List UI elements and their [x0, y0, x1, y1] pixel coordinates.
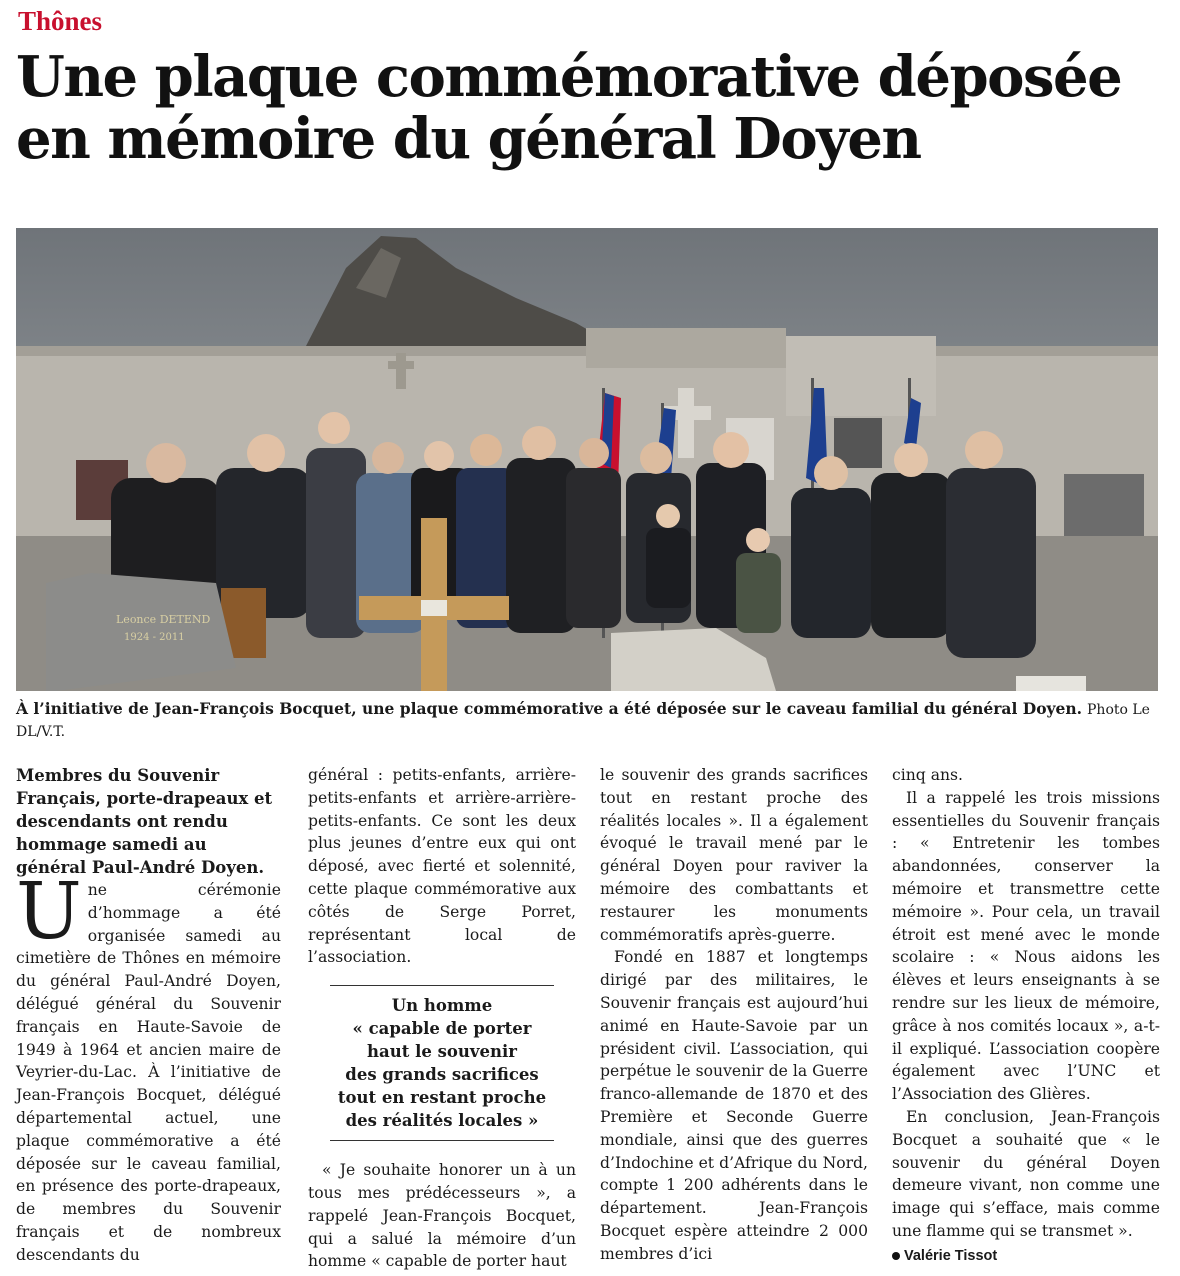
column-2-paragraph-1: général : petits-enfants, arrière-petits-enfants et arrière-arrière-petits-enfants. Ce sont les deux plus jeunes d’entre eux qui ont déposé, avec fierté et solennité, cette plaque commémorative aux côtés de Serge Porret, représentant local de l’association.: [308, 766, 576, 967]
column-2-paragraph-2: « Je souhaite honorer un à un tous mes prédécesseurs », a rappelé Jean-François Bocquet, qui a salué la mémoire d’un homme « capable de porter haut: [308, 1161, 576, 1271]
column-3-paragraph-1: le souvenir des grands sacrifices tout en restant proche des réalités locales ». Il a également évoqué le travail mené par le général Doyen pour raviver la mémoire des combattants et restaurer les monuments commémoratifs après-guerre.: [600, 766, 868, 944]
column-4: [892, 764, 1160, 1268]
column-4-paragraph-1: cinq ans.: [892, 766, 964, 784]
column-4-paragraph-3: En conclusion, Jean-François Bocquet a souhaité que « le souvenir du général Doyen demeure vivant, non comme une image qui s’efface, mais comme une flamme qui se transmet ».: [892, 1107, 1160, 1240]
column-3: [600, 764, 868, 1266]
pull-quote-line-3: haut le souvenir: [367, 1042, 517, 1062]
column-3-paragraph-2: Fondé en 1887 et longtemps dirigé par des militaires, le Souvenir français est aujourd’hui animé en Haute-Savoie par un président civil. L’association, qui perpétue le souvenir de la Guerre franco-allemande de 1870 et des Première et Seconde Guerre mondiale, ainsi que des guerres d’Indochine et d’Afrique du Nord, compte 1 200 adhérents dans le département. Jean-François Bocquet espère atteindre 2 000 membres d’ici: [600, 948, 868, 1263]
column-1-paragraph: [16, 867, 281, 1267]
author-signature: [892, 1245, 1160, 1268]
pull-quote: [330, 985, 554, 1141]
cemetery-ceremony-illustration: [16, 228, 1158, 691]
pull-quote-line-1: Un homme: [391, 996, 493, 1016]
column-4-paragraph-2: Il a rappelé les trois missions essentielles du Souvenir français : « Entretenir les tombes abandonnées, conserver la mémoire et transmettre cette mémoire ». Pour cela, un travail étroit est mené avec le monde scolaire : « Nous aidons les élèves et leurs enseignants à se rendre sur les lieux de mémoire, grâce à nos comités locaux », a-t-il expliqué. L’association coopère également avec l’UNC et l’Association des Glières.: [892, 788, 1160, 1104]
author-name: Valérie Tissot: [904, 1247, 998, 1264]
photo-caption: [16, 698, 1166, 743]
column-1-text: ne cérémonie d’hommage a été organisée samedi au cimetière de Thônes en mémoire du général Paul-André Doyen, délégué général du Souvenir français en Haute-Savoie de 1949 à 1964 et ancien maire de Veyrier-du-Lac. À l’initiative de Jean-François Bocquet, délégué départemental actuel, une plaque commémorative a été déposée sur le caveau familial, en présence des porte-drapeaux, de membres du Souvenir français et de nombreux descendants du: [16, 881, 281, 1264]
pull-quote-line-5: tout en restant proche: [337, 1088, 547, 1108]
caption-text: À l’initiative de Jean-François Bocquet, une plaque commémorative a été déposée sur le caveau familial du général Doyen.: [16, 699, 1083, 718]
pull-quote-line-2: « capable de porter: [352, 1019, 532, 1039]
article-headline: [16, 46, 1166, 170]
bullet-icon: [892, 1252, 900, 1260]
column-2: [308, 764, 576, 1273]
cross-plaque: [421, 600, 447, 616]
column-1: [16, 764, 281, 1267]
article-photo: [16, 228, 1158, 691]
headline-line-2: en mémoire du général Doyen: [16, 106, 921, 172]
section-rubric: Thônes: [18, 6, 103, 36]
grave-name: Leonce DETEND: [116, 613, 211, 626]
grave-years: 1924 - 2011: [124, 632, 185, 643]
pull-quote-line-6: des réalités locales »: [345, 1111, 539, 1131]
article-lead: Membres du Souvenir Français, porte-drapeaux et descendants ont rendu hommage samedi au général Paul-André Doyen.: [16, 766, 273, 877]
pull-quote-line-4: des grands sacrifices: [345, 1065, 539, 1085]
photo-credit: Photo Le DL/V.T.: [16, 702, 1150, 740]
drop-cap: U: [16, 867, 82, 957]
headline-line-1: Une plaque commémorative déposée: [16, 44, 1122, 110]
